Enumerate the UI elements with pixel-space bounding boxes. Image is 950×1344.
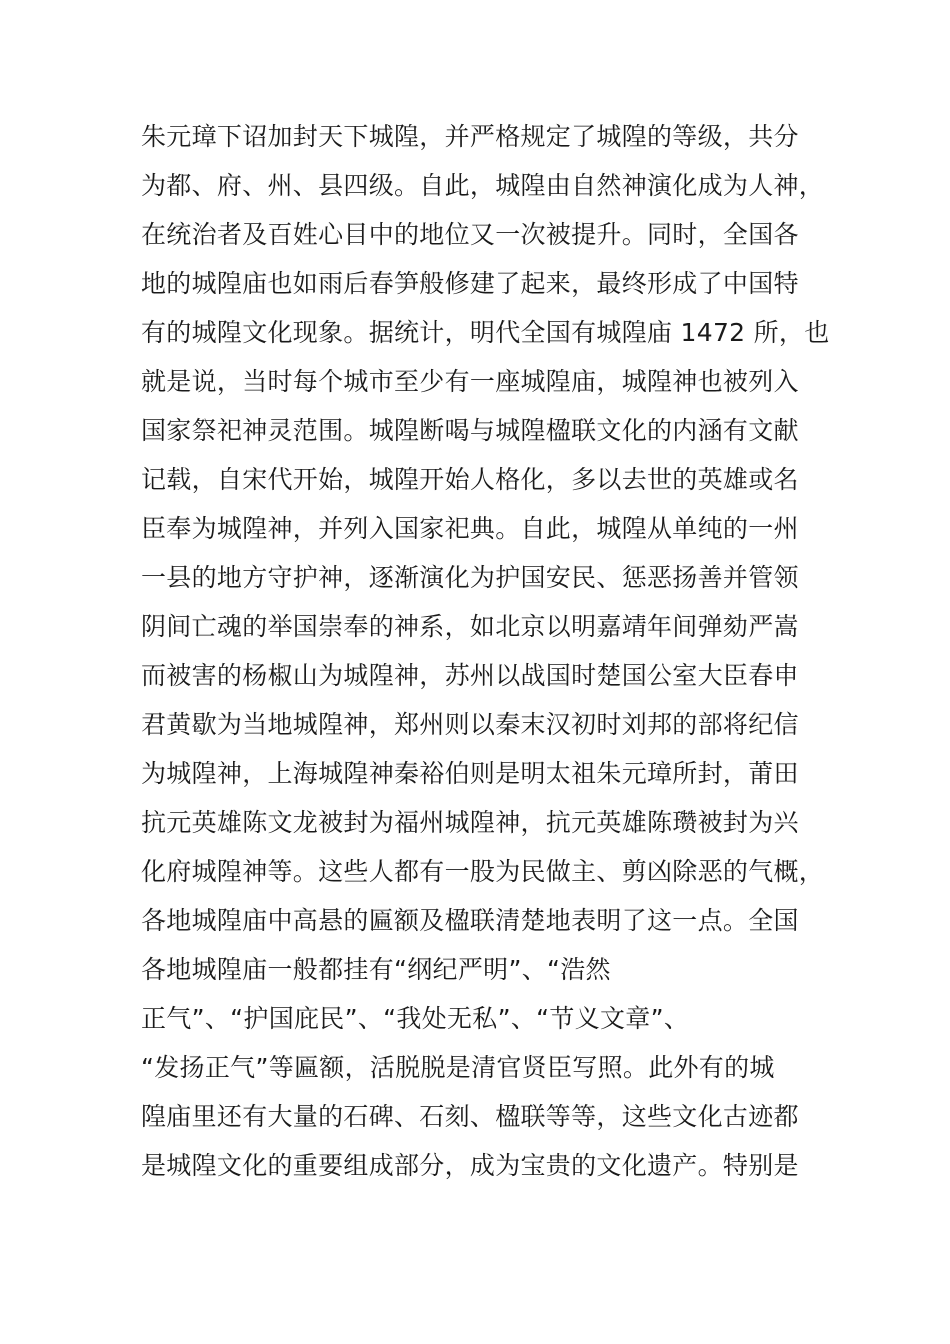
- text-line-17: 各地城隍庙中高悬的匾额及楹联清楚地表明了这一点。全国: [141, 906, 799, 935]
- text-line-1: 朱元璋下诏加封天下城隍，并严格规定了城隍的等级，共分: [141, 122, 799, 151]
- text-line-15: 抗元英雄陈文龙被封为福州城隍神，抗元英雄陈瓒被封为兴: [141, 808, 799, 837]
- text-line-8: 记载，自宋代开始，城隍开始人格化，多以去世的英雄或名: [141, 465, 799, 494]
- text-line-16: 化府城隍神等。这些人都有一股为民做主、剪凶除恶的气概，: [141, 857, 825, 886]
- text-line-10: 一县的地方守护神，逐渐演化为护国安民、惩恶扬善并管领: [141, 563, 799, 592]
- text-line-21: 隍庙里还有大量的石碑、石刻、楹联等等，这些文化古迹都: [141, 1102, 799, 1131]
- text-line-18: 各地城隍庙一般都挂有“纲纪严明”、“浩然: [141, 955, 611, 984]
- text-line-4: 地的城隍庙也如雨后春笋般修建了起来，最终形成了中国特: [141, 269, 799, 298]
- text-line-11: 阴间亡魂的举国崇奉的神系，如北京以明嘉靖年间弹劾严嵩: [141, 612, 799, 641]
- text-line-9: 臣奉为城隍神，并列入国家祀典。自此，城隍从单纯的一州: [141, 514, 799, 543]
- text-line-13: 君黄歇为当地城隍神，郑州则以秦末汉初时刘邦的部将纪信: [141, 710, 799, 739]
- text-line-5: 有的城隍文化现象。据统计，明代全国有城隍庙 1472 所，也: [141, 318, 830, 347]
- text-line-2: 为都、府、州、县四级。自此，城隍由自然神演化成为人神，: [141, 171, 825, 200]
- text-line-7: 国家祭祀神灵范围。城隍断喝与城隍楹联文化的内涵有文献: [141, 416, 799, 445]
- text-line-12: 而被害的杨椒山为城隍神，苏州以战国时楚国公室大臣春申: [141, 661, 799, 690]
- text-line-6: 就是说，当时每个城市至少有一座城隍庙，城隍神也被列入: [141, 367, 799, 396]
- body-text: [141, 112, 831, 1190]
- text-line-19: 正气”、“护国庇民”、“我处无私”、“节义文章”、: [141, 1004, 690, 1033]
- text-line-22: 是城隍文化的重要组成部分，成为宝贵的文化遗产。特别是: [141, 1151, 799, 1180]
- text-line-14: 为城隍神，上海城隍神秦裕伯则是明太祖朱元璋所封，莆田: [141, 759, 799, 788]
- text-line-3: 在统治者及百姓心目中的地位又一次被提升。同时，全国各: [141, 220, 799, 249]
- text-line-20: “发扬正气”等匾额，活脱脱是清官贤臣写照。此外有的城: [141, 1053, 775, 1082]
